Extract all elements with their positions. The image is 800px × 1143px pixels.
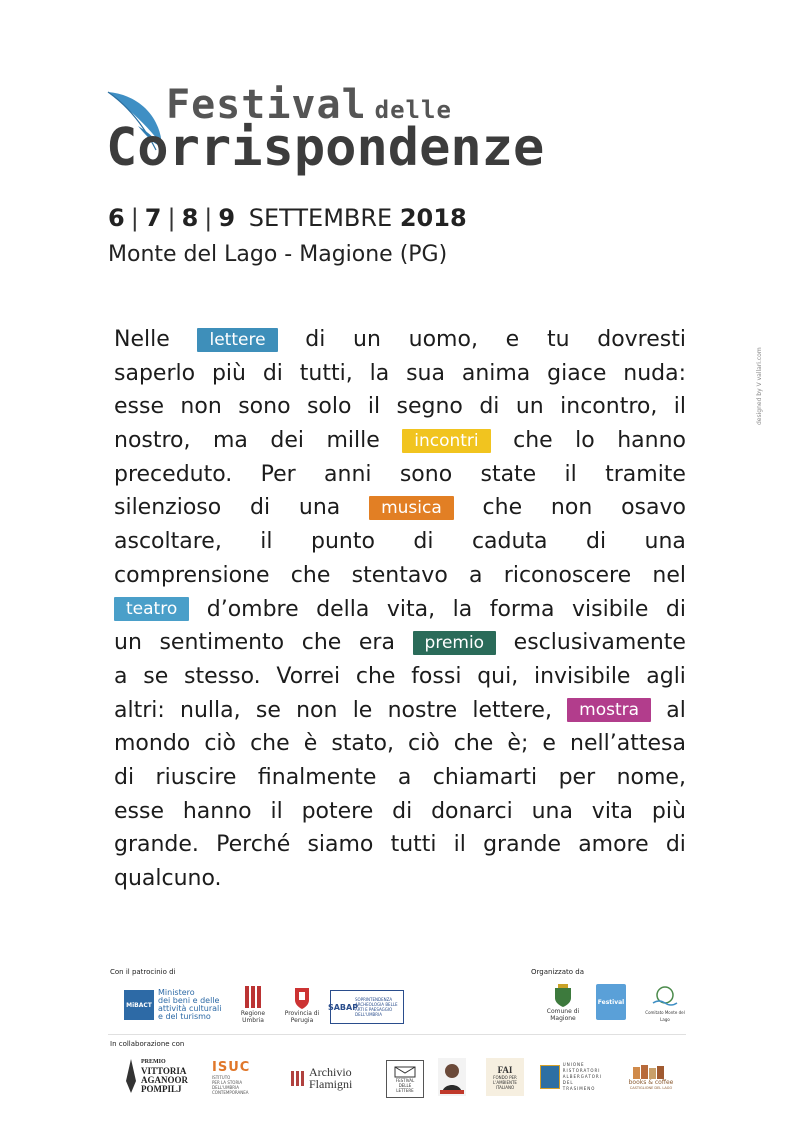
body-word: mille bbox=[326, 428, 380, 454]
body-word: una bbox=[531, 798, 573, 824]
provincia-perugia-logo bbox=[280, 985, 324, 1025]
body-word: lo bbox=[575, 428, 595, 454]
body-word: finalmente bbox=[257, 764, 377, 790]
isuc-mark: ISUC bbox=[212, 1059, 251, 1075]
body-word: che bbox=[250, 731, 290, 757]
body-word: riconoscere bbox=[503, 562, 632, 588]
body-word: di bbox=[479, 394, 500, 420]
comune-crest-icon bbox=[553, 984, 573, 1008]
books-coffee-logo bbox=[620, 1060, 682, 1094]
body-word: saperlo bbox=[114, 360, 196, 386]
body-word: nulla, bbox=[180, 697, 241, 723]
provincia-crest-icon bbox=[293, 986, 311, 1010]
body-line bbox=[114, 727, 686, 761]
designer-credit-text: designed by V vallari.com bbox=[756, 347, 763, 425]
body-line bbox=[114, 862, 686, 896]
body-word: nome, bbox=[616, 764, 686, 790]
body-word: stesso. bbox=[184, 663, 261, 689]
body-word: potere bbox=[301, 798, 374, 824]
comitato-logo bbox=[644, 984, 686, 1024]
body-line bbox=[114, 458, 686, 492]
body-word: caduta bbox=[471, 529, 548, 555]
body-word: giace bbox=[547, 360, 607, 386]
premio-line: PREMIO bbox=[141, 1059, 166, 1065]
body-word: incontro, bbox=[560, 394, 658, 420]
body-word: amore bbox=[578, 832, 649, 858]
mibact-icon: MiBACT bbox=[124, 990, 154, 1020]
body-word: che bbox=[290, 562, 331, 588]
premio-line: VITTORIA bbox=[141, 1066, 187, 1076]
provincia-label: Provincia di Perugia bbox=[284, 1010, 320, 1024]
body-word: nell’attesa bbox=[570, 731, 686, 757]
body-word: sua bbox=[406, 360, 445, 386]
date-separator: | bbox=[167, 204, 176, 232]
date-day-1: 6 bbox=[108, 204, 125, 232]
body-line bbox=[114, 828, 686, 862]
comitato-lake-icon bbox=[651, 985, 679, 1009]
body-line bbox=[114, 660, 686, 694]
body-word: Nelle bbox=[114, 327, 170, 352]
body-line bbox=[114, 390, 686, 424]
body-word: se bbox=[143, 663, 169, 689]
isuc-line: CONTEMPORANEA bbox=[212, 1089, 249, 1095]
unione-line: RISTORATORI bbox=[562, 1068, 601, 1073]
keyword-highlight-teatro: teatro bbox=[114, 597, 189, 621]
body-word: della bbox=[316, 596, 370, 622]
ministero-text bbox=[158, 989, 221, 1021]
body-word: che bbox=[301, 630, 342, 656]
fai-line: L'AMBIENTE bbox=[493, 1079, 517, 1085]
festival-organizer-text: Festival bbox=[597, 998, 625, 1006]
body-word: Vorrei bbox=[276, 663, 341, 689]
comitato-label: Comitato Monte del Lago bbox=[645, 1010, 685, 1022]
ministero-line: e del turismo bbox=[158, 1012, 211, 1021]
date-day-4: 9 bbox=[218, 204, 236, 232]
body-line bbox=[114, 694, 686, 728]
comune-label: Magione bbox=[550, 1015, 576, 1022]
organizzato-label: Organizzato da bbox=[531, 968, 585, 976]
body-word: hanno bbox=[617, 428, 686, 454]
body-word: fossi bbox=[411, 663, 462, 689]
unione-ristoratori-logo bbox=[540, 1060, 608, 1094]
keyword-highlight-mostra: mostra bbox=[567, 698, 651, 722]
body-word: al bbox=[666, 697, 686, 723]
body-line bbox=[114, 357, 686, 391]
date-month: SETTEMBRE bbox=[248, 204, 393, 232]
keyword-highlight-musica: musica bbox=[369, 496, 454, 520]
body-word: non bbox=[550, 495, 593, 521]
festival-title-line2: Corrispondenze bbox=[106, 118, 545, 178]
body-word: è bbox=[303, 731, 318, 757]
body-word: sentimento bbox=[159, 630, 285, 656]
books-icon bbox=[631, 1065, 671, 1079]
body-word: di bbox=[665, 832, 686, 858]
body-word: il bbox=[270, 798, 283, 824]
body-line bbox=[114, 491, 686, 525]
body-word: Per bbox=[260, 461, 296, 487]
body-word: chiamarti bbox=[432, 764, 538, 790]
event-place: Monte del Lago - Magione (PG) bbox=[108, 242, 448, 267]
ministero-line: attività culturali bbox=[158, 1004, 222, 1013]
comune-label: Comune di bbox=[546, 1008, 580, 1015]
body-word: dovresti bbox=[597, 327, 686, 352]
body-word: le bbox=[352, 697, 373, 723]
unione-line: DEL TRASIMENO bbox=[562, 1080, 596, 1091]
body-word: riuscire bbox=[155, 764, 237, 790]
body-word: sono bbox=[399, 461, 453, 487]
body-word: nostre bbox=[387, 697, 458, 723]
body-word: agli bbox=[646, 663, 686, 689]
footer-divider bbox=[108, 1034, 686, 1035]
fai-mark: FAI bbox=[497, 1064, 513, 1075]
portrait-icon bbox=[440, 1060, 464, 1094]
body-word: il bbox=[260, 529, 273, 555]
date-separator: | bbox=[130, 204, 139, 232]
body-word: segno bbox=[396, 394, 463, 420]
archive-books-icon bbox=[290, 1069, 306, 1087]
body-word: tutti, bbox=[299, 360, 353, 386]
body-word: anima bbox=[461, 360, 531, 386]
body-line bbox=[114, 559, 686, 593]
body-line bbox=[114, 761, 686, 795]
regione-label: Regione Umbria bbox=[240, 1010, 266, 1024]
body-word: tramite bbox=[605, 461, 686, 487]
body-word: che bbox=[513, 428, 553, 454]
body-word: grande. bbox=[114, 832, 199, 858]
body-word: non bbox=[180, 394, 222, 420]
collaborazione-label: In collaborazione con bbox=[110, 1040, 185, 1048]
archivio-line: Flamigni bbox=[309, 1077, 353, 1091]
body-word: tu bbox=[546, 327, 570, 352]
body-word: esse bbox=[114, 394, 164, 420]
books-subline: CASTIGLIONE DEL LAGO bbox=[629, 1085, 673, 1090]
portrait-logo bbox=[438, 1058, 466, 1096]
body-word: una bbox=[644, 529, 686, 555]
body-word: il bbox=[673, 394, 686, 420]
body-word: di bbox=[665, 596, 686, 622]
body-word: esse bbox=[114, 798, 164, 824]
body-line bbox=[114, 424, 686, 458]
body-word: osavo bbox=[621, 495, 686, 521]
premio-line: POMPILJ bbox=[141, 1084, 182, 1094]
fai-logo bbox=[486, 1058, 524, 1096]
body-word: qualcuno. bbox=[114, 866, 222, 891]
body-word: e bbox=[505, 327, 520, 352]
body-word: invisibile bbox=[533, 663, 631, 689]
archivio-line: Archivio bbox=[309, 1065, 352, 1079]
pen-nib-icon bbox=[124, 1059, 138, 1093]
body-word: che bbox=[482, 495, 523, 521]
body-word: grande bbox=[483, 832, 562, 858]
body-word: un bbox=[515, 394, 544, 420]
isuc-line: PER LA STORIA bbox=[212, 1079, 243, 1085]
body-word: uomo, bbox=[408, 327, 478, 352]
body-line bbox=[114, 626, 686, 660]
body-word: silenzioso bbox=[114, 495, 222, 521]
regione-crest-icon bbox=[244, 986, 262, 1010]
body-word: di bbox=[413, 529, 434, 555]
festival-lettere-line: LETTERE bbox=[396, 1087, 414, 1093]
body-word: nel bbox=[652, 562, 686, 588]
body-word: una bbox=[298, 495, 341, 521]
unione-line: UNIONE bbox=[562, 1062, 585, 1067]
body-word: a bbox=[397, 764, 412, 790]
festival-lettere-line: DELLE bbox=[398, 1082, 412, 1088]
body-word: state bbox=[480, 461, 537, 487]
body-line bbox=[114, 525, 686, 559]
body-word: solo bbox=[306, 394, 352, 420]
patrocinio-label: Con il patrocinio di bbox=[110, 968, 176, 976]
body-word: era bbox=[358, 630, 395, 656]
body-word: stentavo bbox=[351, 562, 448, 588]
body-word: ascoltare, bbox=[114, 529, 222, 555]
body-word: di bbox=[586, 529, 607, 555]
body-word: di bbox=[305, 327, 326, 352]
designer-credit bbox=[748, 345, 778, 435]
body-word: vita, bbox=[386, 596, 436, 622]
body-word: il bbox=[453, 832, 466, 858]
isuc-line: ISTITUTO bbox=[212, 1074, 231, 1080]
body-word: che bbox=[355, 663, 396, 689]
body-word: qui, bbox=[477, 663, 519, 689]
body-word: esclusivamente bbox=[513, 630, 686, 656]
body-word: nuda: bbox=[623, 360, 686, 386]
fai-line: FONDO PER bbox=[493, 1074, 517, 1080]
body-word: un bbox=[114, 630, 142, 656]
event-dates bbox=[108, 204, 467, 232]
unione-badge-icon bbox=[540, 1065, 560, 1089]
body-word: forma bbox=[489, 596, 555, 622]
body-word: la bbox=[452, 596, 473, 622]
body-word: altri: bbox=[114, 697, 165, 723]
body-word: mondo bbox=[114, 731, 191, 757]
body-word: a bbox=[114, 663, 128, 689]
mibact-logo bbox=[124, 988, 224, 1022]
body-word: il bbox=[564, 461, 577, 487]
regione-umbria-logo bbox=[232, 985, 274, 1025]
envelope-icon bbox=[394, 1066, 416, 1078]
sabap-mark: SABAP bbox=[327, 1002, 359, 1012]
isuc-line: DELL'UMBRIA bbox=[212, 1084, 239, 1090]
ministero-line: dei beni e delle bbox=[158, 996, 220, 1005]
body-word: hanno bbox=[182, 798, 252, 824]
festival-lettere-logo bbox=[386, 1060, 424, 1098]
body-word: se bbox=[255, 697, 281, 723]
body-word: ma bbox=[212, 428, 248, 454]
body-word: di bbox=[250, 495, 271, 521]
ministero-line: Ministero bbox=[158, 988, 195, 997]
body-word: ciò bbox=[204, 731, 236, 757]
sabap-logo bbox=[327, 990, 404, 1024]
body-word: sono bbox=[238, 394, 291, 420]
body-word: tutti bbox=[390, 832, 437, 858]
body-word: il bbox=[367, 394, 381, 420]
body-word: è; bbox=[507, 731, 529, 757]
body-paragraph bbox=[114, 323, 686, 896]
body-word: per bbox=[558, 764, 596, 790]
keyword-highlight-lettere: lettere bbox=[197, 328, 277, 352]
body-word: d’ombre bbox=[206, 596, 299, 622]
body-word: e bbox=[542, 731, 556, 757]
books-line: books & coffee bbox=[628, 1078, 674, 1086]
date-year: 2018 bbox=[399, 204, 467, 232]
body-word: la bbox=[369, 360, 390, 386]
date-day-3: 8 bbox=[181, 204, 199, 232]
keyword-highlight-premio: premio bbox=[413, 631, 497, 655]
body-word: stato, bbox=[331, 731, 394, 757]
body-word: visibile bbox=[571, 596, 649, 622]
body-word: lettere, bbox=[472, 697, 552, 723]
body-word: anni bbox=[324, 461, 372, 487]
body-word: più bbox=[651, 798, 686, 824]
isuc-logo bbox=[212, 1058, 274, 1096]
body-word: un bbox=[353, 327, 381, 352]
body-line bbox=[114, 323, 686, 357]
body-word: di bbox=[262, 360, 283, 386]
body-word: vita bbox=[591, 798, 634, 824]
body-word: comprensione bbox=[114, 562, 270, 588]
unione-line: ALBERGATORI bbox=[562, 1074, 602, 1079]
date-separator: | bbox=[204, 204, 213, 232]
date-day-2: 7 bbox=[144, 204, 162, 232]
body-word: siamo bbox=[307, 832, 374, 858]
keyword-highlight-incontri: incontri bbox=[402, 429, 490, 453]
body-word: Perché bbox=[216, 832, 291, 858]
body-line bbox=[114, 593, 686, 627]
body-word: punto bbox=[310, 529, 375, 555]
body-word: non bbox=[296, 697, 338, 723]
body-word: dei bbox=[270, 428, 304, 454]
comune-magione-logo bbox=[546, 982, 580, 1024]
title-word-delle: delle bbox=[374, 96, 452, 124]
body-line bbox=[114, 795, 686, 829]
premio-line: AGANOOR bbox=[141, 1075, 188, 1085]
festival-organizer-logo bbox=[596, 984, 626, 1020]
festival-lettere-line: FESTIVAL bbox=[395, 1077, 415, 1083]
archivio-flamigni-logo bbox=[290, 1064, 366, 1092]
premio-vittoria-logo bbox=[124, 1056, 200, 1096]
sabap-text: SOPRINTENDENZA ARCHEOLOGIA BELLE ARTI E PAESAGGIO DELL'UMBRIA bbox=[355, 997, 398, 1017]
body-word: ciò bbox=[408, 731, 440, 757]
title-word-festival: Festival bbox=[166, 82, 367, 128]
body-word: di bbox=[392, 798, 413, 824]
body-word: che bbox=[453, 731, 494, 757]
body-word: donarci bbox=[431, 798, 513, 824]
body-word: di bbox=[114, 764, 135, 790]
fai-line: ITALIANO bbox=[495, 1084, 515, 1090]
body-word: preceduto. bbox=[114, 461, 233, 487]
body-word: più bbox=[211, 360, 246, 386]
body-word: nostro, bbox=[114, 428, 191, 454]
body-word: a bbox=[469, 562, 483, 588]
